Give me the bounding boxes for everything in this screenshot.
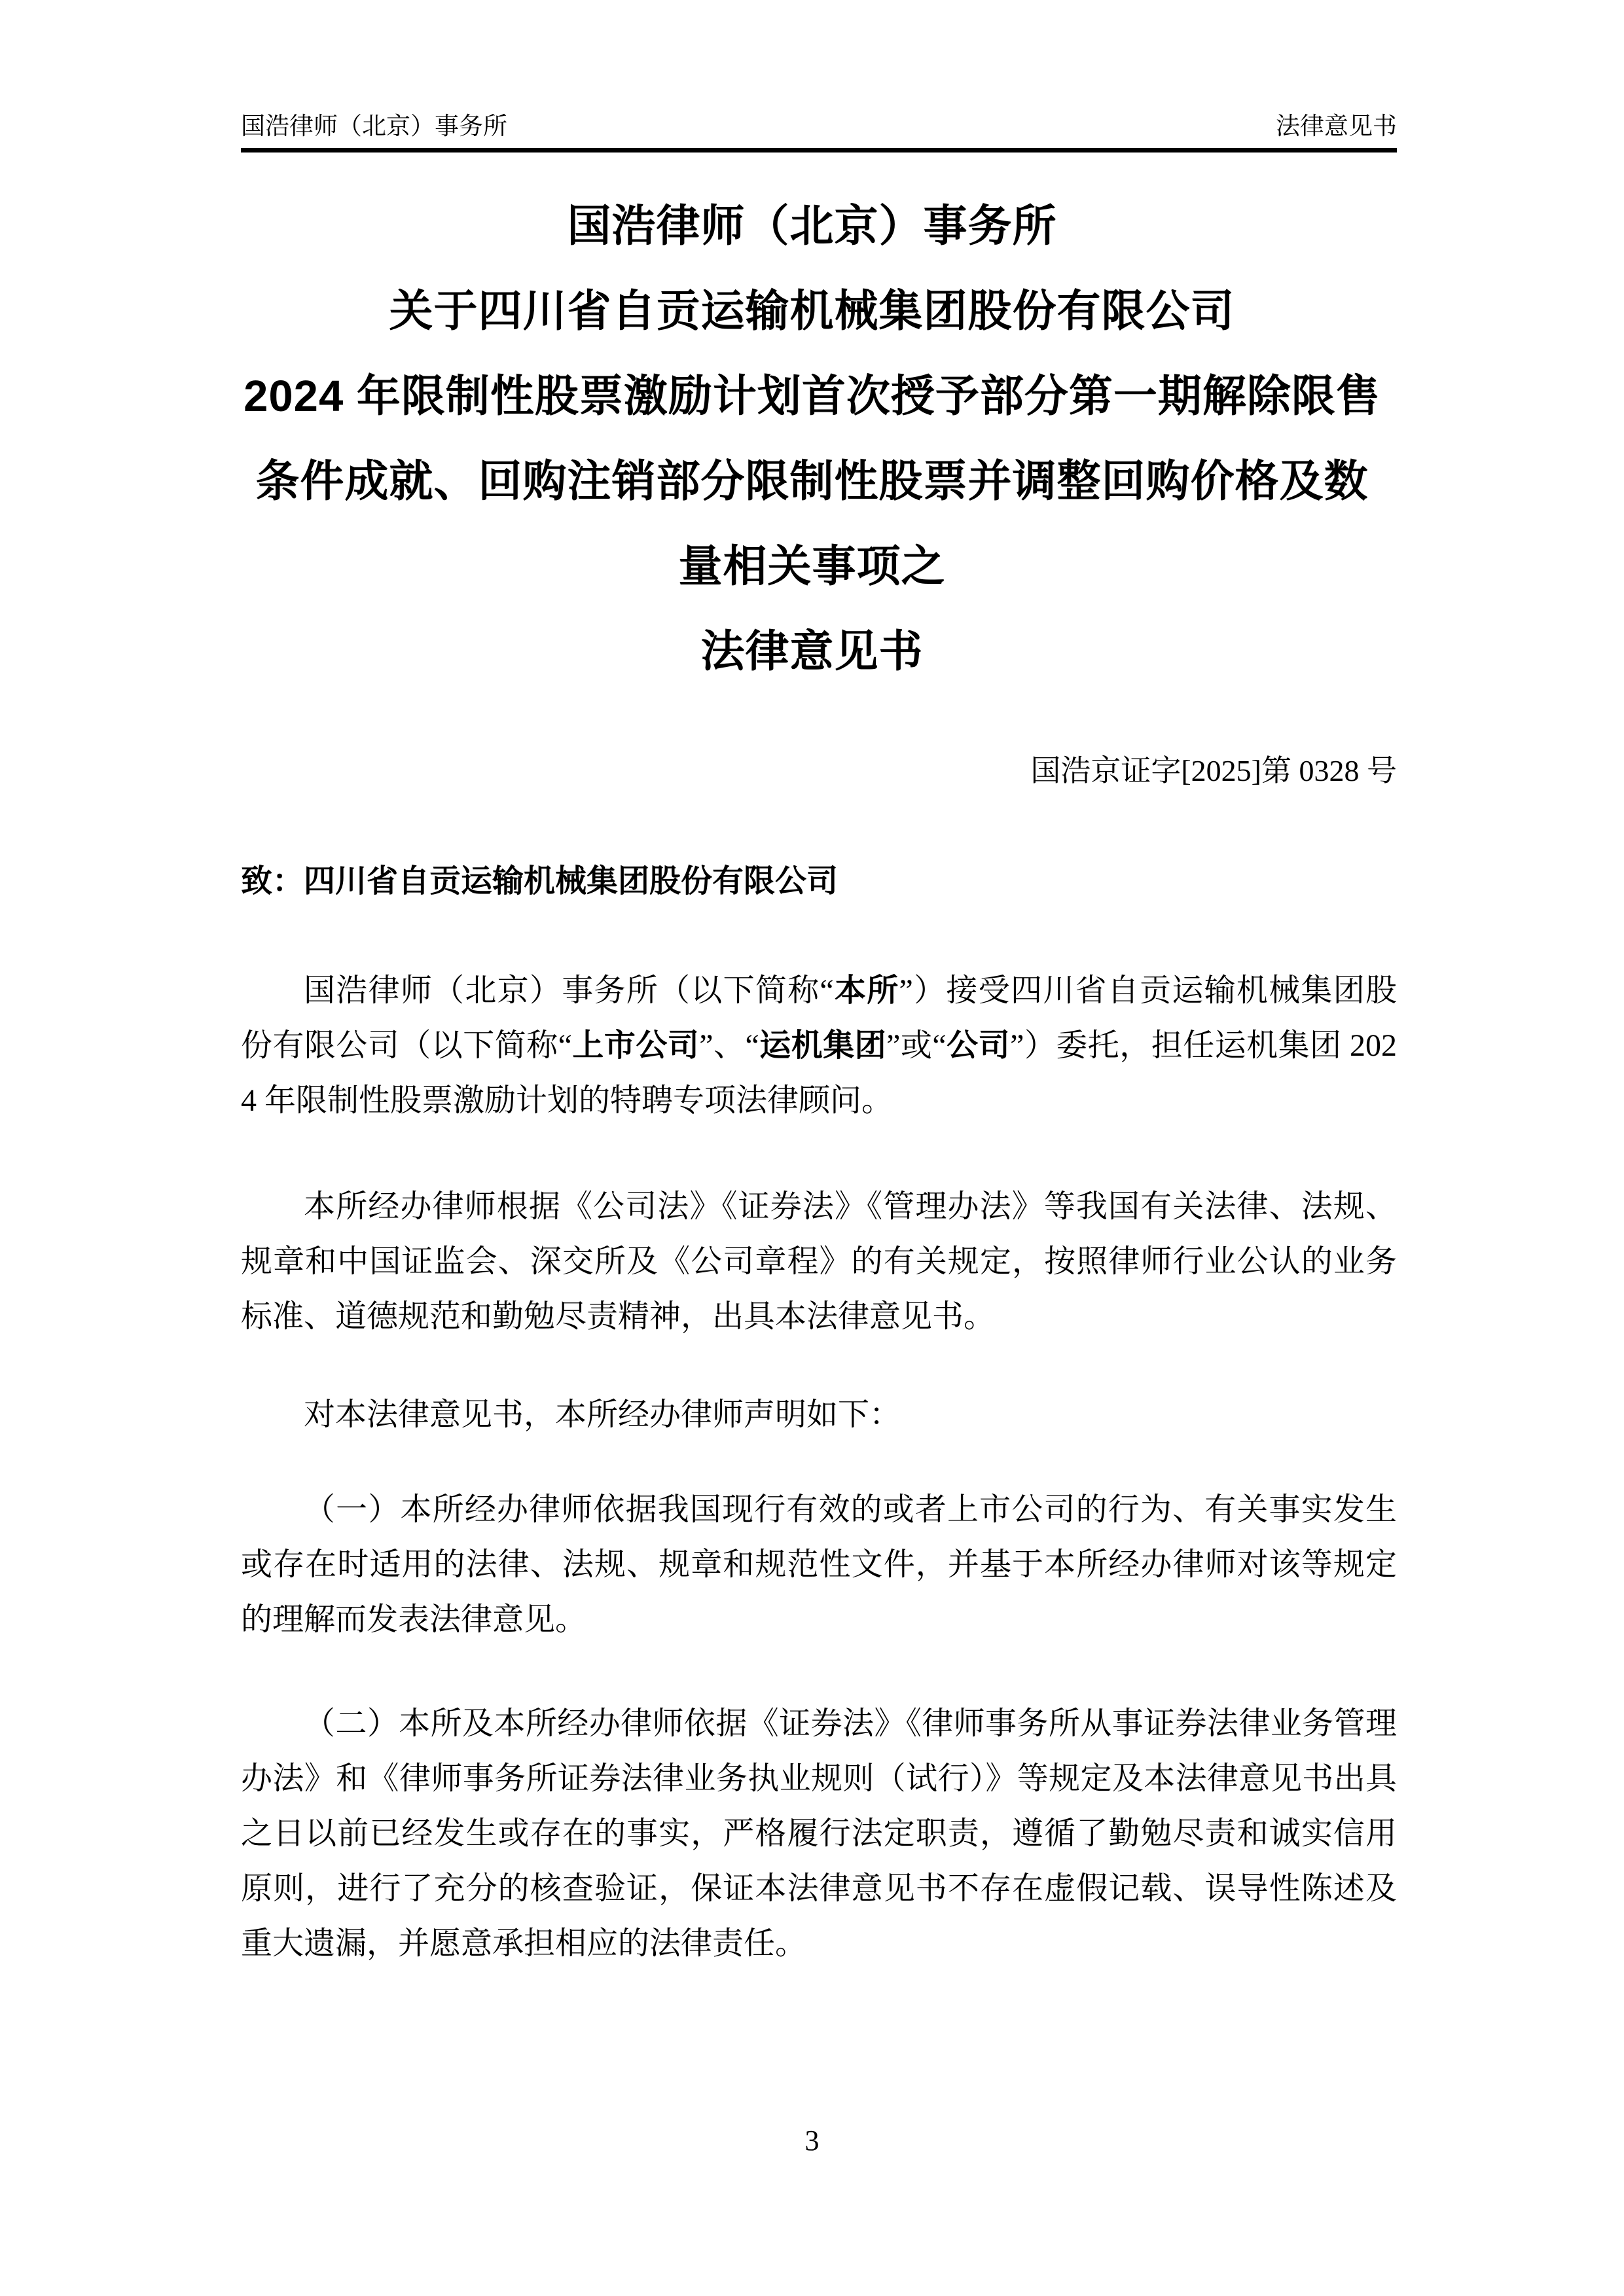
title-line-2: 关于四川省自贡运输机械集团股份有限公司 (389, 287, 1235, 336)
paragraph-declaration-1: （一）本所经办律师依据我国现行有效的或者上市公司的行为、有关事实发生或存在时适用的法律、法规、规章和规范性文件，并基于本所经办律师对该等规定的理解而发表法律意见。 (241, 1492, 1397, 1637)
paragraph-engagement: 国浩律师（北京）事务所（以下简称“本所”）接受四川省自贡运输机械集团股份有限公司（以下简称“上市公司”、“运机集团”或“公司”）委托，担任运机集团 2024 年限制性股票激励计划的特聘专项法律顾问。 (241, 973, 1397, 1118)
document-number: 国浩京证字[2025]第 0328 号 (1030, 754, 1397, 787)
paragraph-declaration-2: （二）本所及本所经办律师依据《证券法》《律师事务所从事证券法律业务管理办法》和《律师事务所证券法律业务执业规则（试行）》等规定及本法律意见书出具之日以前已经发生或存在的事实，严格履行法定职责，遵循了勤勉尽责和诚实信用原则，进行了充分的核查验证，保证本法律意见书不存在虚假记载、误导性陈述及重大遗漏，并愿意承担相应的法律责任。 (241, 1706, 1397, 1961)
paragraph-legal-basis: 本所经办律师根据《公司法》《证券法》《管理办法》等我国有关法律、法规、规章和中国证监会、深交所及《公司章程》的有关规定，按照律师行业公认的业务标准、道德规范和勤勉尽责精神，出具本法律意见书。 (241, 1189, 1397, 1334)
page-header (241, 113, 1397, 152)
title-line-6: 法律意见书 (700, 627, 924, 676)
paragraph-declaration-intro: 对本法律意见书，本所经办律师声明如下： (304, 1397, 901, 1432)
recipient-line: 致：四川省自贡运输机械集团股份有限公司 (241, 864, 839, 899)
title-line-4: 条件成就、回购注销部分限制性股票并调整回购价格及数 (255, 457, 1369, 506)
title-line-1: 国浩律师（北京）事务所 (567, 202, 1057, 251)
document-title (0, 184, 1624, 694)
header-right-text: 法律意见书 (1276, 113, 1397, 140)
title-line-3: 2024 年限制性股票激励计划首次授予部分第一期解除限售 (244, 372, 1380, 421)
page-number: 3 (804, 2125, 820, 2157)
title-line-5: 量相关事项之 (678, 542, 946, 591)
header-left-text: 国浩律师（北京）事务所 (241, 113, 507, 140)
